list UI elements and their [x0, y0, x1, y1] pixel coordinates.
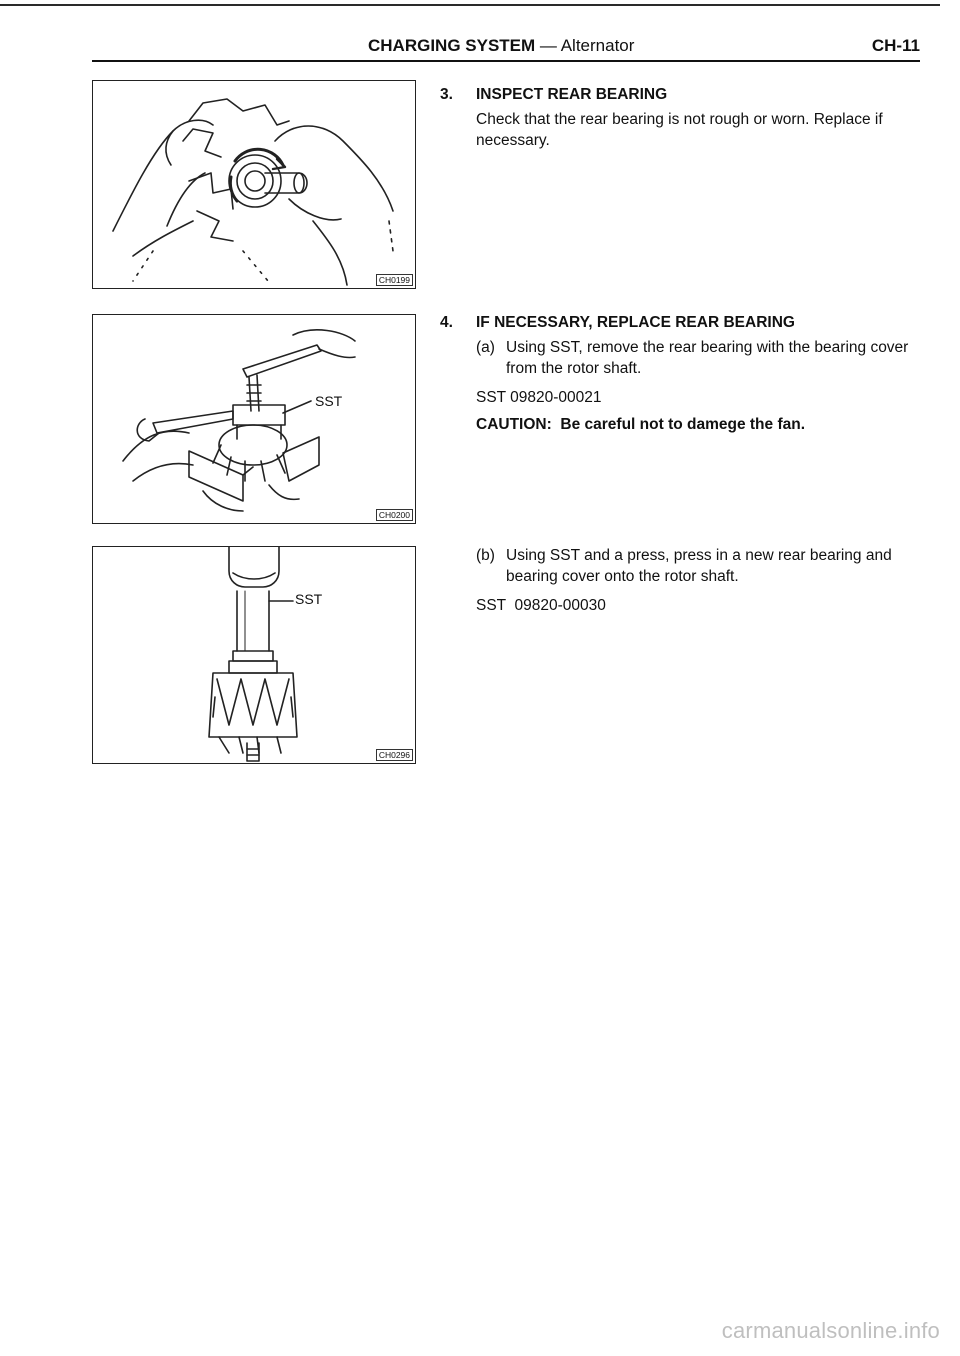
figure-code: CH0200	[376, 509, 413, 521]
section-title: CHARGING SYSTEM	[368, 36, 536, 55]
sst-number-a: SST 09820-00021	[476, 389, 602, 406]
page-header	[92, 32, 920, 62]
step-4-heading	[440, 312, 930, 333]
bearing-rotation-illustration	[93, 81, 415, 288]
substep-a	[440, 337, 930, 379]
caution-text: Be careful not to damege the fan.	[560, 416, 806, 433]
footer-watermark: carmanualsonline.info	[721, 1318, 940, 1343]
header-rule	[92, 60, 920, 62]
subsection-title: Alternator	[560, 36, 635, 55]
step-3	[440, 84, 930, 151]
substep-label: (b)	[476, 547, 495, 564]
figure-remove-bearing	[92, 314, 416, 524]
step-3-body: Check that the rear bearing is not rough or worn. Replace if necessary.	[476, 111, 883, 149]
step-4b	[440, 545, 930, 616]
sst-callout: SST	[295, 591, 323, 607]
substep-label: (a)	[476, 339, 495, 356]
caution-note	[440, 414, 930, 435]
page-number: CH-11	[871, 36, 920, 55]
substep-text: Using SST, remove the rear bearing with the bearing cover from the rotor shaft.	[506, 339, 909, 377]
step-4	[440, 312, 930, 435]
sst-number-b: SST 09820-00030	[476, 597, 606, 614]
caution-label: CAUTION:	[476, 416, 552, 433]
figure-code: CH0199	[376, 274, 413, 286]
step-3-heading	[440, 84, 930, 105]
step-title: INSPECT REAR BEARING	[476, 86, 668, 103]
title-separator: —	[535, 36, 561, 55]
figure-inspect-bearing	[92, 80, 416, 289]
press-installation-illustration	[93, 547, 415, 763]
top-rule	[0, 4, 940, 6]
substep-b	[440, 545, 930, 587]
sst-callout: SST	[315, 393, 343, 409]
step-title: IF NECESSARY, REPLACE REAR BEARING	[476, 314, 795, 331]
step-number: 4.	[440, 314, 453, 331]
figure-press-bearing	[92, 546, 416, 764]
substep-text: Using SST and a press, press in a new rear bearing and bearing cover onto the rotor shaft.	[506, 547, 892, 585]
header-title	[368, 36, 634, 56]
figure-code: CH0296	[376, 749, 413, 761]
bearing-puller-illustration	[93, 315, 415, 523]
step-number: 3.	[440, 86, 453, 103]
